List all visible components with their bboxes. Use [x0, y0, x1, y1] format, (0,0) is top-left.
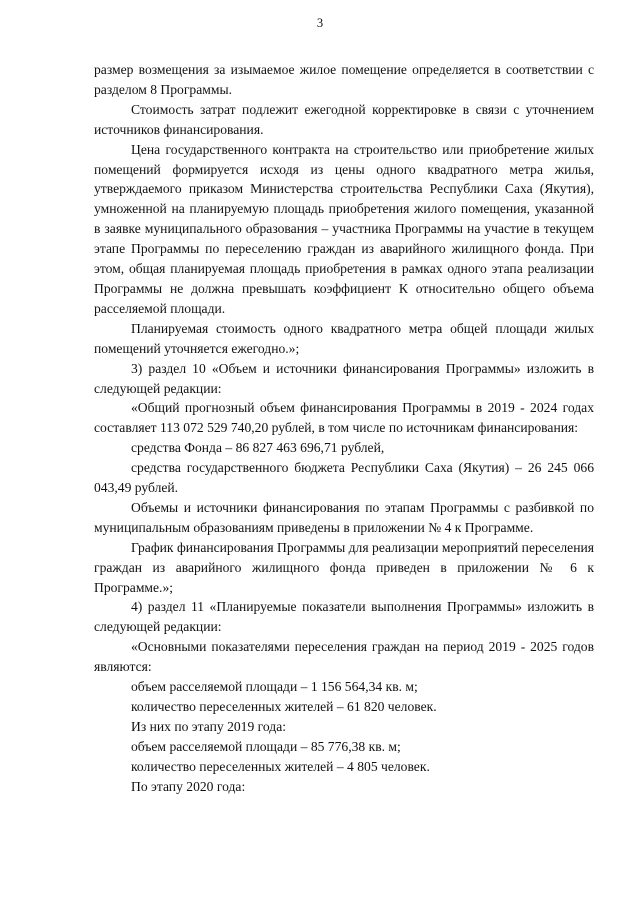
paragraph: Стоимость затрат подлежит ежегодной корректировке в связи с уточнением источников финансирования.: [94, 101, 594, 137]
paragraph: средства государственного бюджета Республики Саха (Якутия) – 26 245 066 043,49 рублей.: [94, 460, 594, 496]
document-body: [94, 60, 594, 797]
paragraph: 3) раздел 10 «Объем и источники финансирования Программы» изложить в следующей редакции:: [94, 360, 594, 396]
page-number: 3: [316, 16, 324, 30]
paragraph: Цена государственного контракта на строительство или приобретение жилых помещений формируется исходя из цены одного квадратного метра жилья, утверждаемого приказом Министерства строительства Республики Саха (Якутия), умноженной на планируемую площадь приобретения жилого помещения, указанной в заявке муниципального образования – участника Программы на участие в текущем этапе Программы по переселению граждан из аварийного жилищного фонда. При этом, общая планируемая площадь приобретения в рамках одного этапа реализации Программы не должна превышать коэффициент К относительно общего объема расселяемой площади.: [94, 141, 594, 316]
paragraph: График финансирования Программы для реализации мероприятий переселения граждан из аварийного жилищного фонда приведен в приложении № 6 к Программе.»;: [94, 539, 594, 595]
paragraph: объем расселяемой площади – 85 776,38 кв. м;: [131, 738, 401, 754]
paragraph: средства Фонда – 86 827 463 696,71 рублей,: [131, 440, 385, 456]
paragraph: размер возмещения за изымаемое жилое помещение определяется в соответствии с разделом 8 Программы.: [94, 62, 594, 97]
paragraph: По этапу 2020 года:: [131, 778, 246, 794]
paragraph: Объемы и источники финансирования по этапам Программы с разбивкой по муниципальным образованиям приведены в приложении № 4 к Программе.: [94, 499, 594, 535]
paragraph: количество переселенных жителей – 4 805 человек.: [131, 758, 430, 774]
paragraph: Планируемая стоимость одного квадратного метра общей площади жилых помещений уточняется ежегодно.»;: [94, 320, 594, 356]
paragraph: 4) раздел 11 «Планируемые показатели выполнения Программы» изложить в следующей редакции:: [94, 599, 594, 635]
paragraph: количество переселенных жителей – 61 820 человек.: [131, 699, 437, 714]
paragraph: «Общий прогнозный объем финансирования Программы в 2019 - 2024 годах составляет 113 072 529 740,20 рублей, в том числе по источникам финансирования:: [94, 400, 594, 436]
paragraph: «Основными показателями переселения граждан на период 2019 - 2025 годов являются:: [94, 639, 594, 675]
paragraph: объем расселяемой площади – 1 156 564,34 кв. м;: [131, 679, 418, 695]
paragraph: Из них по этапу 2019 года:: [131, 718, 287, 734]
